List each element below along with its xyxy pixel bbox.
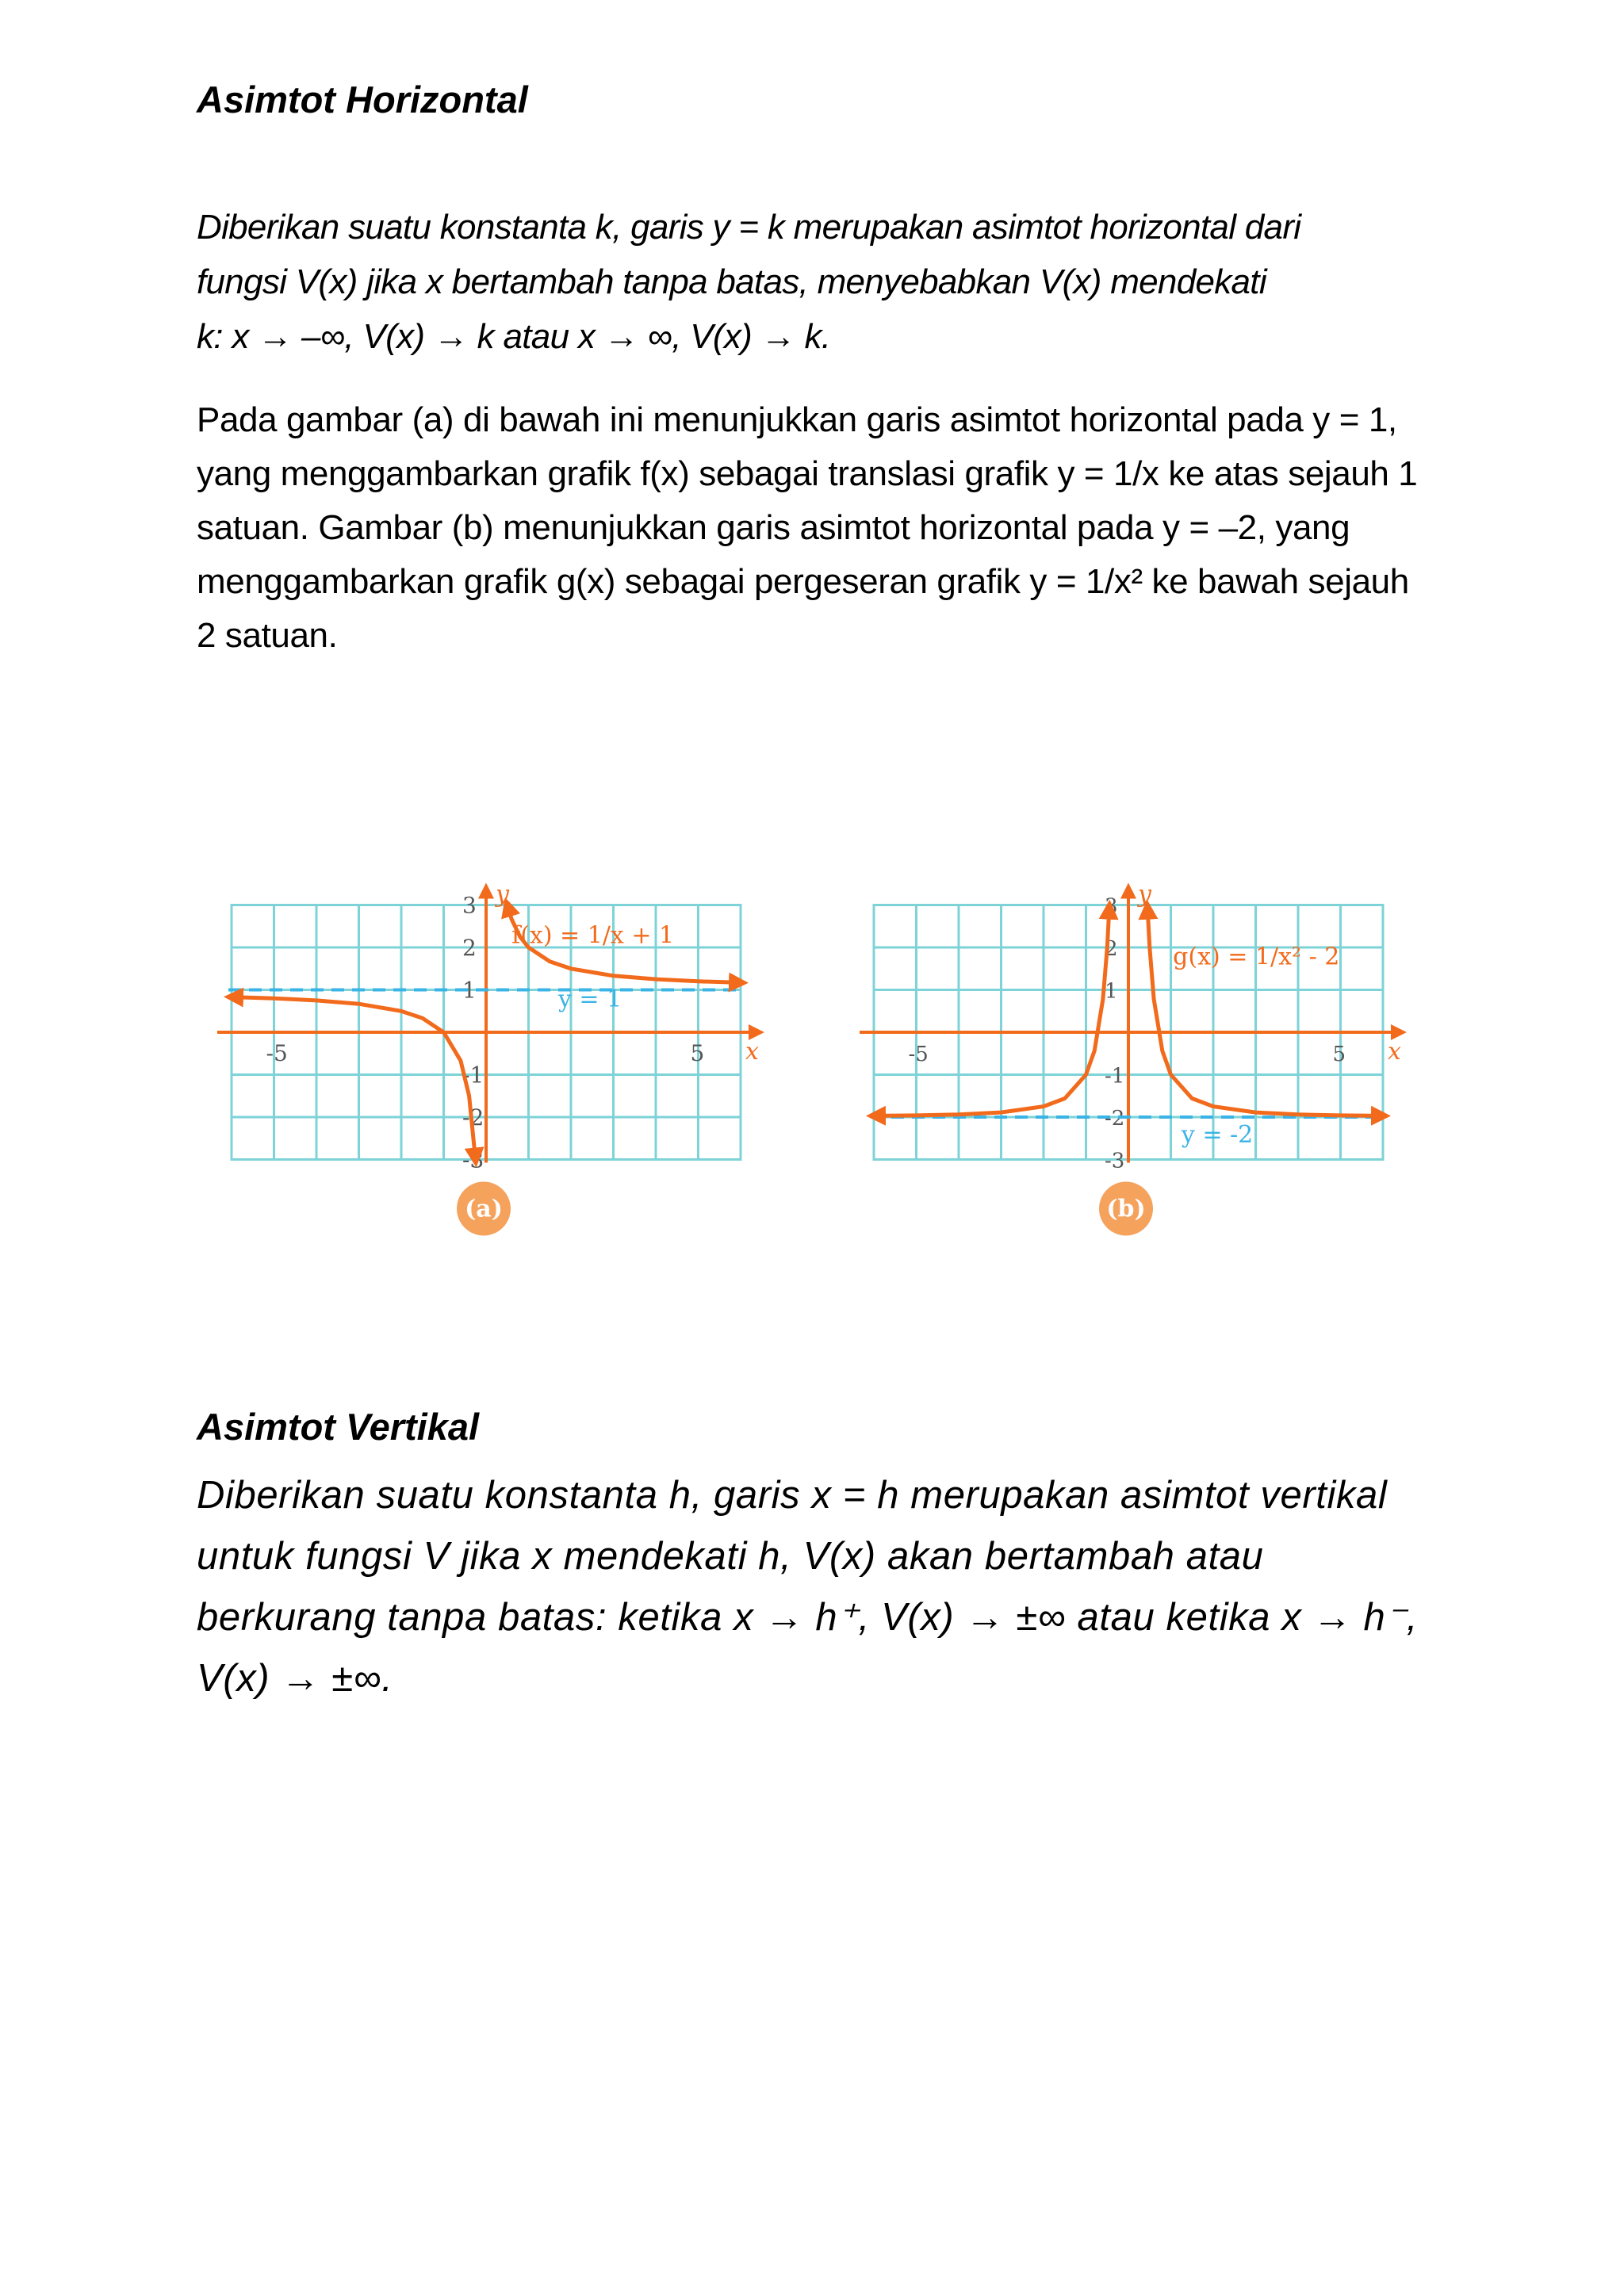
y-tick-label: -1 [462,1062,485,1089]
x-tick-label: 5 [1332,1043,1346,1066]
asymptote-label: y = -2 [1181,1121,1254,1150]
graph-b [841,745,1443,1364]
chart-svg [198,745,801,1364]
asymptote-label: y = 1 [557,985,622,1013]
x-axis-name: x [1388,1038,1401,1066]
vertical-definition [197,1465,1450,1709]
figure-badge-label: (a) [465,1195,503,1223]
graph-a [198,745,801,1364]
y-tick-label: 3 [462,892,477,919]
y-tick-label: 2 [462,935,477,961]
y-tick-label: -3 [462,1146,485,1173]
horizontal-asymptote-title: Asimtot Horizontal [197,78,528,121]
text-line: untuk fungsi V jika x mendekati h, V(x) akan bertambah atau [197,1535,1264,1578]
y-tick-label: -3 [1105,1149,1125,1173]
text-line: V(x) → ±∞. [197,1657,393,1700]
x-tick-label: -5 [908,1043,929,1066]
horizontal-definition [197,200,1450,364]
y-tick-label: -1 [1105,1064,1125,1089]
y-tick-label: -2 [462,1104,485,1131]
text-line: yang menggambarkan grafik f(x) sebagai translasi grafik y = 1/x ke atas sejauh 1 [197,454,1418,493]
vertical-asymptote-title: Asimtot Vertikal [197,1406,480,1448]
function-label: f(x) = 1/x + 1 [511,921,675,950]
y-tick-label: 1 [1105,979,1118,1004]
function-curve-1 [232,997,476,1160]
text-line: fungsi V(x) jika x bertambah tanpa batas, menyebabkan V(x) mendekati [197,262,1266,301]
text-line: berkurang tanpa batas: ketika x → h⁺, V(x) → ±∞ atau ketika x → h⁻, [197,1596,1419,1639]
text-line: satuan. Gambar (b) menunjukkan garis asimtot horizontal pada y = –2, yang [197,508,1350,547]
y-tick-label: 1 [462,977,477,1004]
function-curve-1 [874,908,1109,1116]
figure-explanation [197,393,1450,663]
y-axis-name: y [1138,880,1151,909]
x-tick-label: -5 [266,1040,288,1066]
function-label: g(x) = 1/x² - 2 [1173,943,1340,971]
y-tick-label: 2 [1105,937,1118,961]
y-tick-label: 3 [1105,894,1118,919]
y-axis-name: y [496,880,509,909]
text-line: Diberikan suatu konstanta k, garis y = k merupakan asimtot horizontal dari [197,208,1301,247]
x-tick-label: 5 [690,1040,705,1066]
function-curve-2 [1147,908,1383,1116]
y-tick-label: -2 [1105,1107,1125,1131]
text-line: k: x → –∞, V(x) → k atau x → ∞, V(x) → k. [197,317,831,356]
text-line: Pada gambar (a) di bawah ini menunjukkan garis asimtot horizontal pada y = 1, [197,400,1397,439]
x-axis-name: x [745,1038,759,1066]
chart-svg [841,745,1443,1364]
text-line: Diberikan suatu konstanta h, garis x = h merupakan asimtot vertikal [197,1474,1388,1517]
figure-badge-label: (b) [1106,1195,1146,1223]
text-line: menggambarkan grafik g(x) sebagai pergeseran grafik y = 1/x² ke bawah sejauh [197,562,1409,601]
text-line: 2 satuan. [197,616,338,655]
